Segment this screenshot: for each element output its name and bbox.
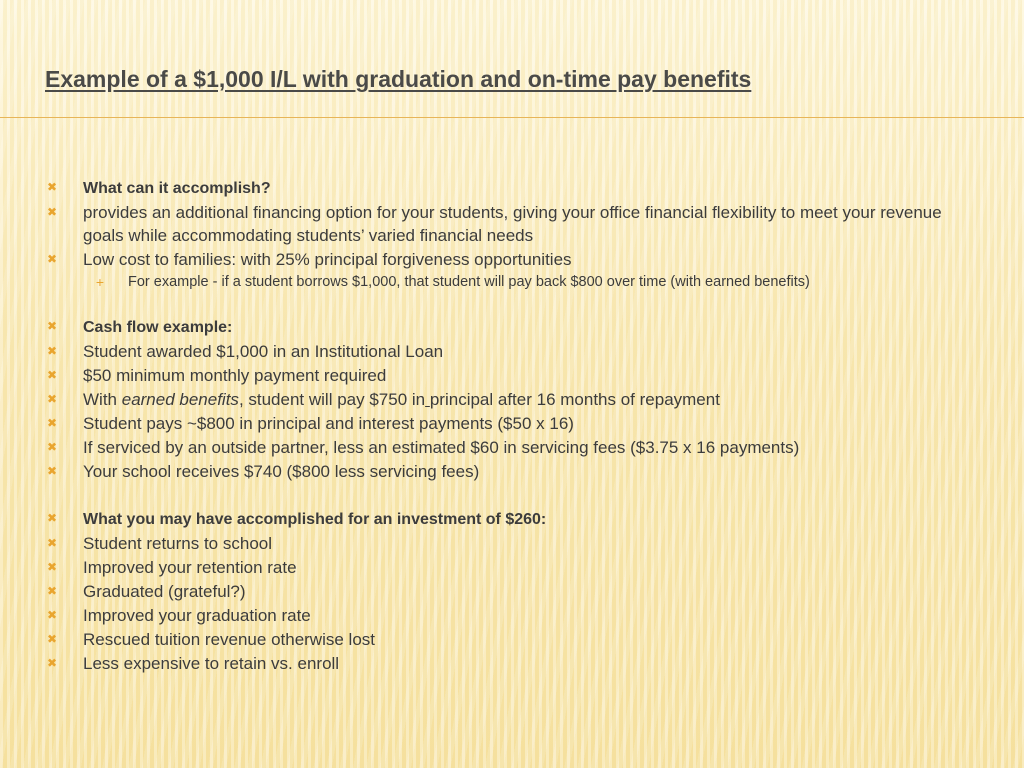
bullet-text: What you may have accomplished for an investment of $260:	[83, 511, 547, 528]
bullet-text: Student returns to school	[83, 534, 273, 553]
x-mark-bullet-icon: ✖	[46, 392, 58, 406]
bullet-text: Improved your retention rate	[83, 558, 297, 577]
bullet-text: What can it accomplish?	[83, 180, 271, 197]
bullet-text: Low cost to families: with 25% principal forgiveness opportunities	[83, 250, 572, 269]
bullet-heading-investment	[45, 507, 985, 531]
spacer	[45, 292, 985, 315]
x-mark-bullet-icon: ✖	[46, 608, 58, 622]
bullet-heading-cash-flow	[45, 315, 985, 339]
x-mark-bullet-icon: ✖	[46, 440, 58, 454]
bullet-text: Improved your graduation rate	[83, 606, 311, 625]
bullet-text	[83, 390, 720, 409]
text-suffix: principal after 16 months of repayment	[429, 390, 720, 409]
x-mark-bullet-icon: ✖	[46, 584, 58, 598]
x-mark-bullet-icon: ✖	[46, 656, 58, 670]
bullet-financing-option	[45, 201, 985, 247]
x-mark-bullet-icon: ✖	[46, 536, 58, 550]
x-mark-bullet-icon: ✖	[46, 368, 58, 382]
text-mid: , student will pay $750 in	[238, 390, 426, 409]
bullet-minimum-payment	[45, 364, 985, 387]
x-mark-bullet-icon: ✖	[46, 464, 58, 478]
bullet-text: If serviced by an outside partner, less an estimated $60 in servicing fees ($3.75 x 16 payments)	[83, 438, 800, 457]
bullet-less-expensive	[45, 652, 985, 675]
x-mark-bullet-icon: ✖	[46, 252, 58, 266]
bullet-student-pays	[45, 412, 985, 435]
bullet-student-returns	[45, 532, 985, 555]
text-prefix: With	[83, 390, 122, 409]
x-mark-bullet-icon: ✖	[46, 180, 58, 194]
bullet-text: Less expensive to retain vs. enroll	[83, 654, 340, 673]
slide-content	[45, 176, 985, 676]
bullet-text: Your school receives $740 ($800 less servicing fees)	[83, 462, 480, 481]
spacer	[45, 484, 985, 507]
bullet-low-cost	[45, 248, 985, 271]
bullet-servicing-fees	[45, 436, 985, 459]
bullet-rescued-revenue	[45, 628, 985, 651]
bullet-text: Student awarded $1,000 in an Institutional Loan	[83, 342, 444, 361]
bullet-text: $50 minimum monthly payment required	[83, 366, 387, 385]
x-mark-bullet-icon: ✖	[46, 344, 58, 358]
title-divider	[0, 117, 1024, 118]
x-mark-bullet-icon: ✖	[46, 632, 58, 646]
sub-bullet-text: For example - if a student borrows $1,000, that student will pay back $800 over time (with earned benefits)	[128, 274, 810, 290]
bullet-graduated	[45, 580, 985, 603]
bullet-text: Student pays ~$800 in principal and interest payments ($50 x 16)	[83, 414, 574, 433]
bullet-graduation-rate	[45, 604, 985, 627]
bullet-text: provides an additional financing option for your students, giving your office financial flexibility to meet your revenue goals while accommodating students’ varied financial needs	[83, 203, 942, 245]
bullet-text: Graduated (grateful?)	[83, 582, 246, 601]
bullet-text: Rescued tuition revenue otherwise lost	[83, 630, 375, 649]
bullet-student-awarded	[45, 340, 985, 363]
slide-title: Example of a $1,000 I/L with graduation and on-time pay benefits	[45, 66, 752, 92]
x-mark-bullet-icon: ✖	[46, 319, 58, 333]
bullet-text: Cash flow example:	[83, 319, 233, 336]
plus-bullet-icon: +	[95, 274, 105, 290]
x-mark-bullet-icon: ✖	[46, 560, 58, 574]
x-mark-bullet-icon: ✖	[46, 205, 58, 219]
x-mark-bullet-icon: ✖	[46, 511, 58, 525]
bullet-earned-benefits	[45, 388, 985, 411]
earned-benefits-emphasis: earned benefits	[121, 390, 239, 409]
bullet-retention-rate	[45, 556, 985, 579]
sub-bullet-example	[45, 272, 985, 292]
bullet-heading-accomplish	[45, 176, 985, 200]
bullet-school-receives	[45, 460, 985, 483]
x-mark-bullet-icon: ✖	[46, 416, 58, 430]
